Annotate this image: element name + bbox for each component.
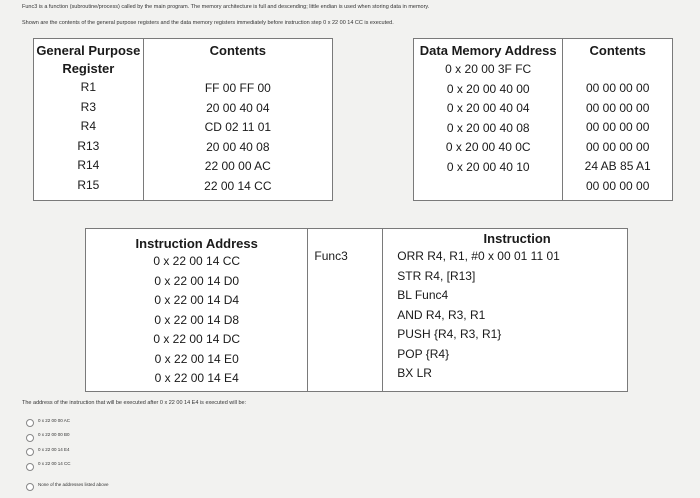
instruction-code-list [397, 247, 627, 384]
register-name: R14 [77, 158, 100, 172]
answer-option[interactable] [26, 416, 109, 431]
memory-address: 0 x 20 00 40 0C [445, 140, 531, 154]
instruction-code: POP {R4} [397, 346, 450, 361]
answer-option-label: 0 x 22 00 00 B0 [38, 432, 70, 438]
memory-address: 0 x 20 00 40 10 [446, 159, 530, 174]
instruction-address: 0 x 22 00 14 DC [153, 332, 241, 346]
instruction-address: 0 x 22 00 14 D4 [154, 293, 240, 307]
instruction-code-column [383, 229, 628, 392]
dm-address-list [414, 60, 562, 177]
memory-address: 0 x 20 00 40 08 [446, 120, 530, 135]
question-text: The address of the instruction that will be executed after 0 x 22 00 14 E4 is executed will be: [22, 400, 247, 406]
answer-option-label: 0 x 22 00 14 E4 [38, 446, 70, 452]
memory-value: 00 00 00 00 [585, 139, 650, 154]
instruction-address-header: Instruction Address [135, 236, 258, 251]
answer-option[interactable] [26, 480, 109, 495]
answer-option-label: 0 x 22 00 00 AC [38, 417, 71, 423]
register-name: R15 [77, 177, 100, 192]
instruction-code: STR R4, [R13] [397, 268, 476, 283]
answer-option[interactable] [26, 445, 109, 460]
radio-button-icon[interactable] [26, 419, 34, 427]
gpr-register-header: General Purpose Register [36, 43, 141, 76]
instruction-address: 0 x 22 00 14 D0 [154, 273, 240, 288]
intro-line-1: Func3 is a function (subroutine/process) called by the main program. The memory architecture is full and descending; little endian is used when storing data in memory. [22, 4, 430, 10]
register-value: FF 00 FF 00 [204, 81, 271, 95]
function-label: Func3 [314, 249, 348, 263]
instruction-code: BL Func4 [397, 288, 449, 302]
instruction-code: ORR R4, R1, #0 x 00 01 11 01 [397, 249, 560, 263]
gpr-register-column [34, 39, 144, 201]
instruction-address: 0 x 22 00 14 E4 [154, 371, 239, 385]
instruction-address: 0 x 22 00 14 CC [153, 254, 241, 268]
radio-button-icon[interactable] [26, 463, 34, 471]
instruction-address: 0 x 22 00 14 D8 [154, 312, 240, 327]
gpr-register-list [34, 78, 143, 195]
instruction-code: AND R4, R3, R1 [397, 307, 486, 322]
gpr-contents-list [144, 60, 332, 196]
register-name: R13 [77, 138, 100, 153]
memory-address: 0 x 20 00 3F FC [445, 62, 532, 76]
memory-value: 00 00 00 00 [585, 100, 650, 115]
register-name: R3 [80, 99, 96, 114]
gpr-contents-column [143, 39, 332, 201]
radio-button-icon[interactable] [26, 448, 34, 456]
register-value: CD 02 11 01 [204, 120, 272, 134]
register-name: R1 [80, 80, 96, 94]
dm-contents-header: Contents [589, 43, 646, 58]
answer-option-label: 0 x 22 00 14 CC [38, 461, 71, 467]
answer-option-label: None of the addresses listed above [38, 481, 109, 487]
gpr-contents-header: Contents [209, 43, 266, 58]
intro-line-2: Shown are the contents of the general purpose registers and the data memory registers immediately before instruction step 0 x 22 00 14 CC is executed. [22, 20, 394, 26]
memory-value: 00 00 00 00 [585, 81, 650, 95]
register-value: 20 00 40 08 [206, 139, 270, 154]
answer-option[interactable] [26, 460, 109, 475]
dm-contents-column [563, 39, 673, 201]
radio-button-icon[interactable] [26, 483, 34, 491]
dm-address-column [414, 39, 563, 201]
dm-contents-list [563, 60, 672, 196]
data-memory-table [413, 38, 673, 201]
register-value: 20 00 40 04 [206, 100, 270, 115]
dm-address-header: Data Memory Address [419, 43, 557, 58]
instruction-table [85, 228, 628, 392]
instruction-address-list [86, 252, 307, 389]
instruction-address: 0 x 22 00 14 E0 [154, 351, 239, 366]
memory-address: 0 x 20 00 40 00 [446, 81, 530, 96]
instruction-code: PUSH {R4, R3, R1} [397, 327, 502, 341]
register-value: 22 00 00 AC [204, 159, 271, 173]
memory-value: 00 00 00 00 [585, 120, 650, 134]
answer-option[interactable] [26, 431, 109, 446]
instruction-header: Instruction [483, 231, 551, 246]
general-purpose-register-table [33, 38, 333, 201]
memory-address: 0 x 20 00 40 04 [446, 101, 530, 115]
answer-options [26, 416, 109, 495]
instruction-address-column [86, 229, 308, 392]
register-name: R4 [80, 119, 96, 133]
register-value: 22 00 14 CC [204, 178, 272, 193]
memory-value: 00 00 00 00 [585, 178, 650, 193]
radio-button-icon[interactable] [26, 434, 34, 442]
memory-value: 24 AB 85 A1 [584, 159, 651, 173]
instruction-code: BX LR [397, 366, 432, 380]
function-name-cell [308, 229, 383, 392]
